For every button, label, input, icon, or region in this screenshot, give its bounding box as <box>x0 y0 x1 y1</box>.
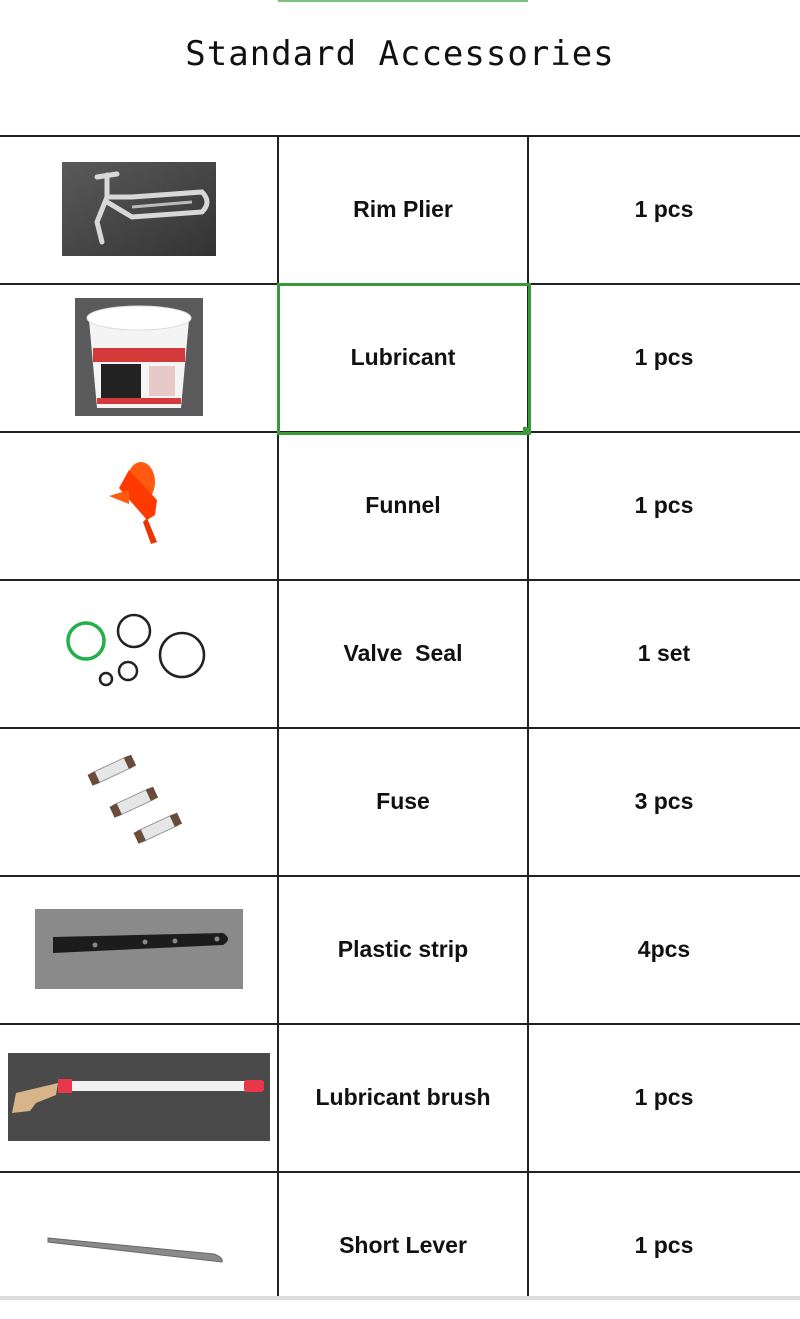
table-row <box>0 875 800 1023</box>
lubricant-bucket-photo <box>75 298 203 416</box>
table-row <box>0 727 800 875</box>
quantity-cell <box>528 431 800 579</box>
item-name-cell <box>278 727 528 875</box>
fuse-photo <box>84 751 194 851</box>
item-name: Funnel <box>365 491 441 518</box>
item-quantity: 1 pcs <box>634 195 694 222</box>
quantity-cell <box>528 135 800 283</box>
item-quantity: 1 pcs <box>634 1231 694 1258</box>
quantity-cell <box>528 579 800 727</box>
item-name-cell <box>278 431 528 579</box>
table-row <box>0 579 800 727</box>
item-quantity: 4pcs <box>637 935 691 962</box>
quantity-cell <box>528 875 800 1023</box>
image-cell <box>0 727 278 875</box>
item-name: Lubricant brush <box>315 1083 491 1110</box>
item-name: Lubricant <box>350 343 456 370</box>
item-name-cell <box>278 875 528 1023</box>
item-name: Fuse <box>376 787 430 814</box>
item-name-cell <box>278 579 528 727</box>
plastic-strip-photo <box>35 909 243 989</box>
item-quantity: 1 pcs <box>634 491 694 518</box>
quantity-cell <box>528 283 800 431</box>
funnel-photo <box>99 460 179 550</box>
image-cell <box>0 579 278 727</box>
item-quantity: 1 pcs <box>634 343 694 370</box>
item-name: Short Lever <box>339 1231 467 1258</box>
page-title: Standard Accessories <box>185 34 615 74</box>
quantity-cell <box>528 1023 800 1171</box>
item-name: Plastic strip <box>337 935 469 962</box>
table-row <box>0 1023 800 1171</box>
image-cell <box>0 1023 278 1171</box>
table-row <box>0 431 800 579</box>
item-name-cell <box>278 135 528 283</box>
item-name: Valve Seal <box>343 639 463 666</box>
quantity-cell <box>528 727 800 875</box>
cell-selection-highlight <box>277 283 531 435</box>
item-name-cell <box>278 1023 528 1171</box>
selection-fill-handle[interactable] <box>523 427 530 434</box>
valve-seal-rings-photo <box>64 613 214 693</box>
image-cell <box>0 135 278 283</box>
item-quantity: 1 pcs <box>634 1083 694 1110</box>
short-lever-photo <box>44 1220 234 1270</box>
item-name: Rim Plier <box>353 195 453 222</box>
image-cell <box>0 875 278 1023</box>
image-cell <box>0 283 278 431</box>
lubricant-brush-photo <box>8 1053 270 1141</box>
table-row <box>0 135 800 283</box>
item-quantity: 3 pcs <box>634 787 694 814</box>
image-cell <box>0 431 278 579</box>
bottom-border <box>0 1296 800 1300</box>
item-quantity: 1 set <box>637 639 691 666</box>
rim-plier-photo <box>62 162 216 256</box>
